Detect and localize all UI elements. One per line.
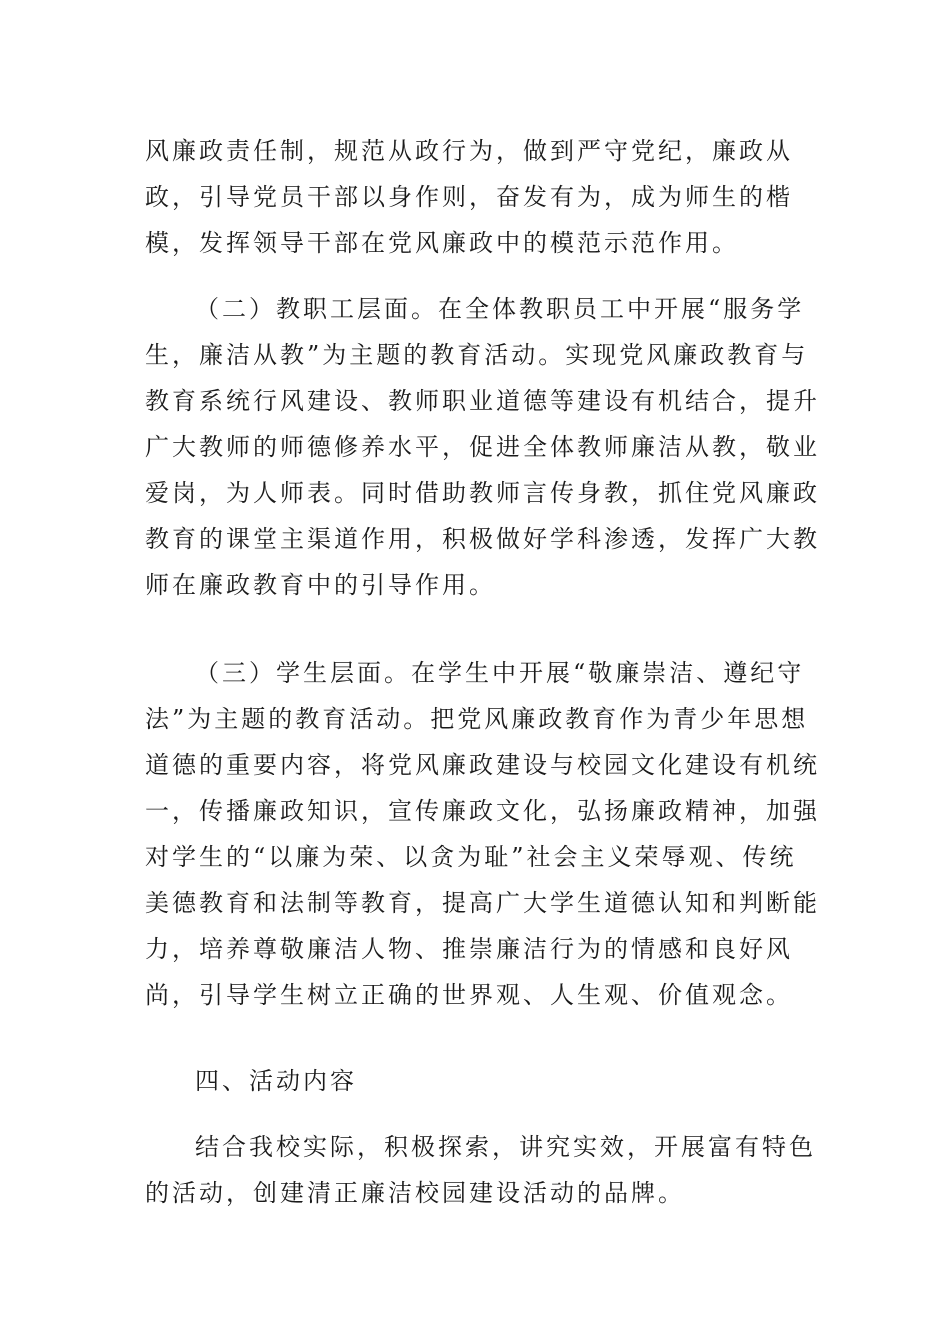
- text-line: （三）学生层面。在学生中开展“敬廉崇洁、遵纪守: [195, 659, 805, 687]
- text-line: 结合我校实际，积极探索，讲究实效，开展富有特色: [195, 1133, 816, 1161]
- text-line: 的活动，创建清正廉洁校园建设活动的品牌。: [145, 1179, 685, 1207]
- text-line: 道德的重要内容，将党风廉政建设与校园文化建设有机统: [145, 751, 820, 779]
- text-line: 教育的课堂主渠道作用，积极做好学科渗透，发挥广大教: [145, 525, 820, 553]
- text-line: 教育系统行风建设、教师职业道德等建设有机结合，提升: [145, 387, 820, 415]
- paragraph-continuation: [145, 128, 793, 266]
- text-line: 师在廉政教育中的引导作用。: [145, 571, 496, 599]
- text-line: 风廉政责任制，规范从政行为，做到严守党纪，廉政从: [145, 137, 793, 165]
- text-line: 力，培养尊敬廉洁人物、推崇廉洁行为的情感和良好风: [145, 935, 793, 963]
- text-line: 生，廉洁从教”为主题的教育活动。实现党风廉政教育与: [145, 341, 809, 369]
- paragraph-staff-level: [145, 286, 820, 608]
- text-line: 广大教师的师德修养水平，促进全体教师廉洁从教，敬业: [145, 433, 820, 461]
- paragraph-student-level: [145, 650, 820, 1018]
- section-heading-activity-content: [145, 1058, 785, 1104]
- text-line: 法”为主题的教育活动。把党风廉政教育作为青少年思想: [145, 705, 809, 733]
- text-line: 对学生的“以廉为荣、以贪为耻”社会主义荣辱观、传统: [145, 843, 797, 871]
- text-line: （二）教职工层面。在全体教职员工中开展“服务学: [195, 295, 805, 323]
- text-line: 一，传播廉政知识，宣传廉政文化，弘扬廉政精神，加强: [145, 797, 820, 825]
- text-line: 模，发挥领导干部在党风廉政中的模范示范作用。: [145, 229, 739, 257]
- text-line: 尚，引导学生树立正确的世界观、人生观、价值观念。: [145, 981, 793, 1009]
- text-line: 政，引导党员干部以身作则，奋发有为，成为师生的楷: [145, 183, 793, 211]
- heading-line: 四、活动内容: [195, 1067, 357, 1095]
- paragraph-activity-intro: [145, 1124, 816, 1216]
- text-line: 美德教育和法制等教育，提高广大学生道德认知和判断能: [145, 889, 820, 917]
- text-line: 爱岗，为人师表。同时借助教师言传身教，抓住党风廉政: [145, 479, 820, 507]
